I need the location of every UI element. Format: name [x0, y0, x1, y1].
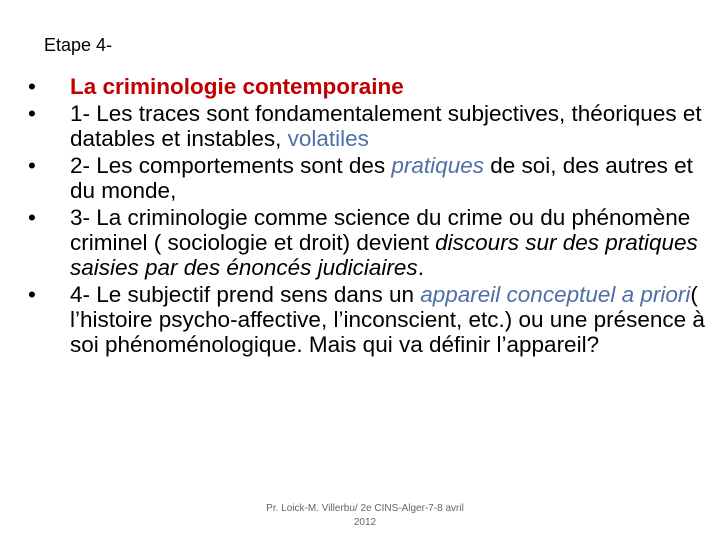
- highlight-term: pratiques: [391, 153, 484, 178]
- bullet-marker: •: [28, 205, 36, 230]
- bullet-text: 2- Les comportements sont des: [70, 153, 392, 178]
- bullet-text: 1- Les traces sont fondamentalement subjectives, théoriques et datables et instables,: [70, 101, 702, 151]
- bullet-marker: •: [28, 282, 36, 307]
- step-title: Etape 4-: [44, 35, 113, 55]
- bullet-item-1: [28, 101, 708, 151]
- bullet-marker: •: [28, 101, 36, 126]
- footer-credit: Pr. Loick-M. Villerbu/ 2e CINS-Alger-7-8 avril 2012: [266, 503, 464, 528]
- bullet-marker: •: [28, 153, 36, 178]
- highlight-term: volatiles: [287, 126, 369, 151]
- section-heading: La criminologie contemporaine: [70, 74, 404, 99]
- bullet-item-heading: [28, 74, 708, 99]
- bullet-text: ( l’histoire psycho-affective, l’inconscient, etc.) ou une présence à soi phénoménologique. Mais qui va définir l’appareil?: [70, 282, 705, 357]
- emphasis-text: discours sur des pratiques saisies par des énoncés judiciaires: [70, 230, 698, 280]
- bullet-text: de soi, des autres et du monde,: [70, 153, 693, 203]
- bullet-item-4: [28, 282, 708, 357]
- bullet-list: [28, 74, 708, 359]
- bullet-item-3: [28, 205, 708, 280]
- bullet-text: 4- Le subjectif prend sens dans un: [70, 282, 421, 307]
- bullet-item-2: [28, 153, 708, 203]
- bullet-marker: •: [28, 74, 36, 99]
- bullet-text: 3- La criminologie comme science du crime ou du phénomène criminel ( sociologie et droit) devient: [70, 205, 691, 255]
- highlight-term: appareil conceptuel a priori: [420, 282, 691, 307]
- bullet-text: .: [417, 255, 424, 280]
